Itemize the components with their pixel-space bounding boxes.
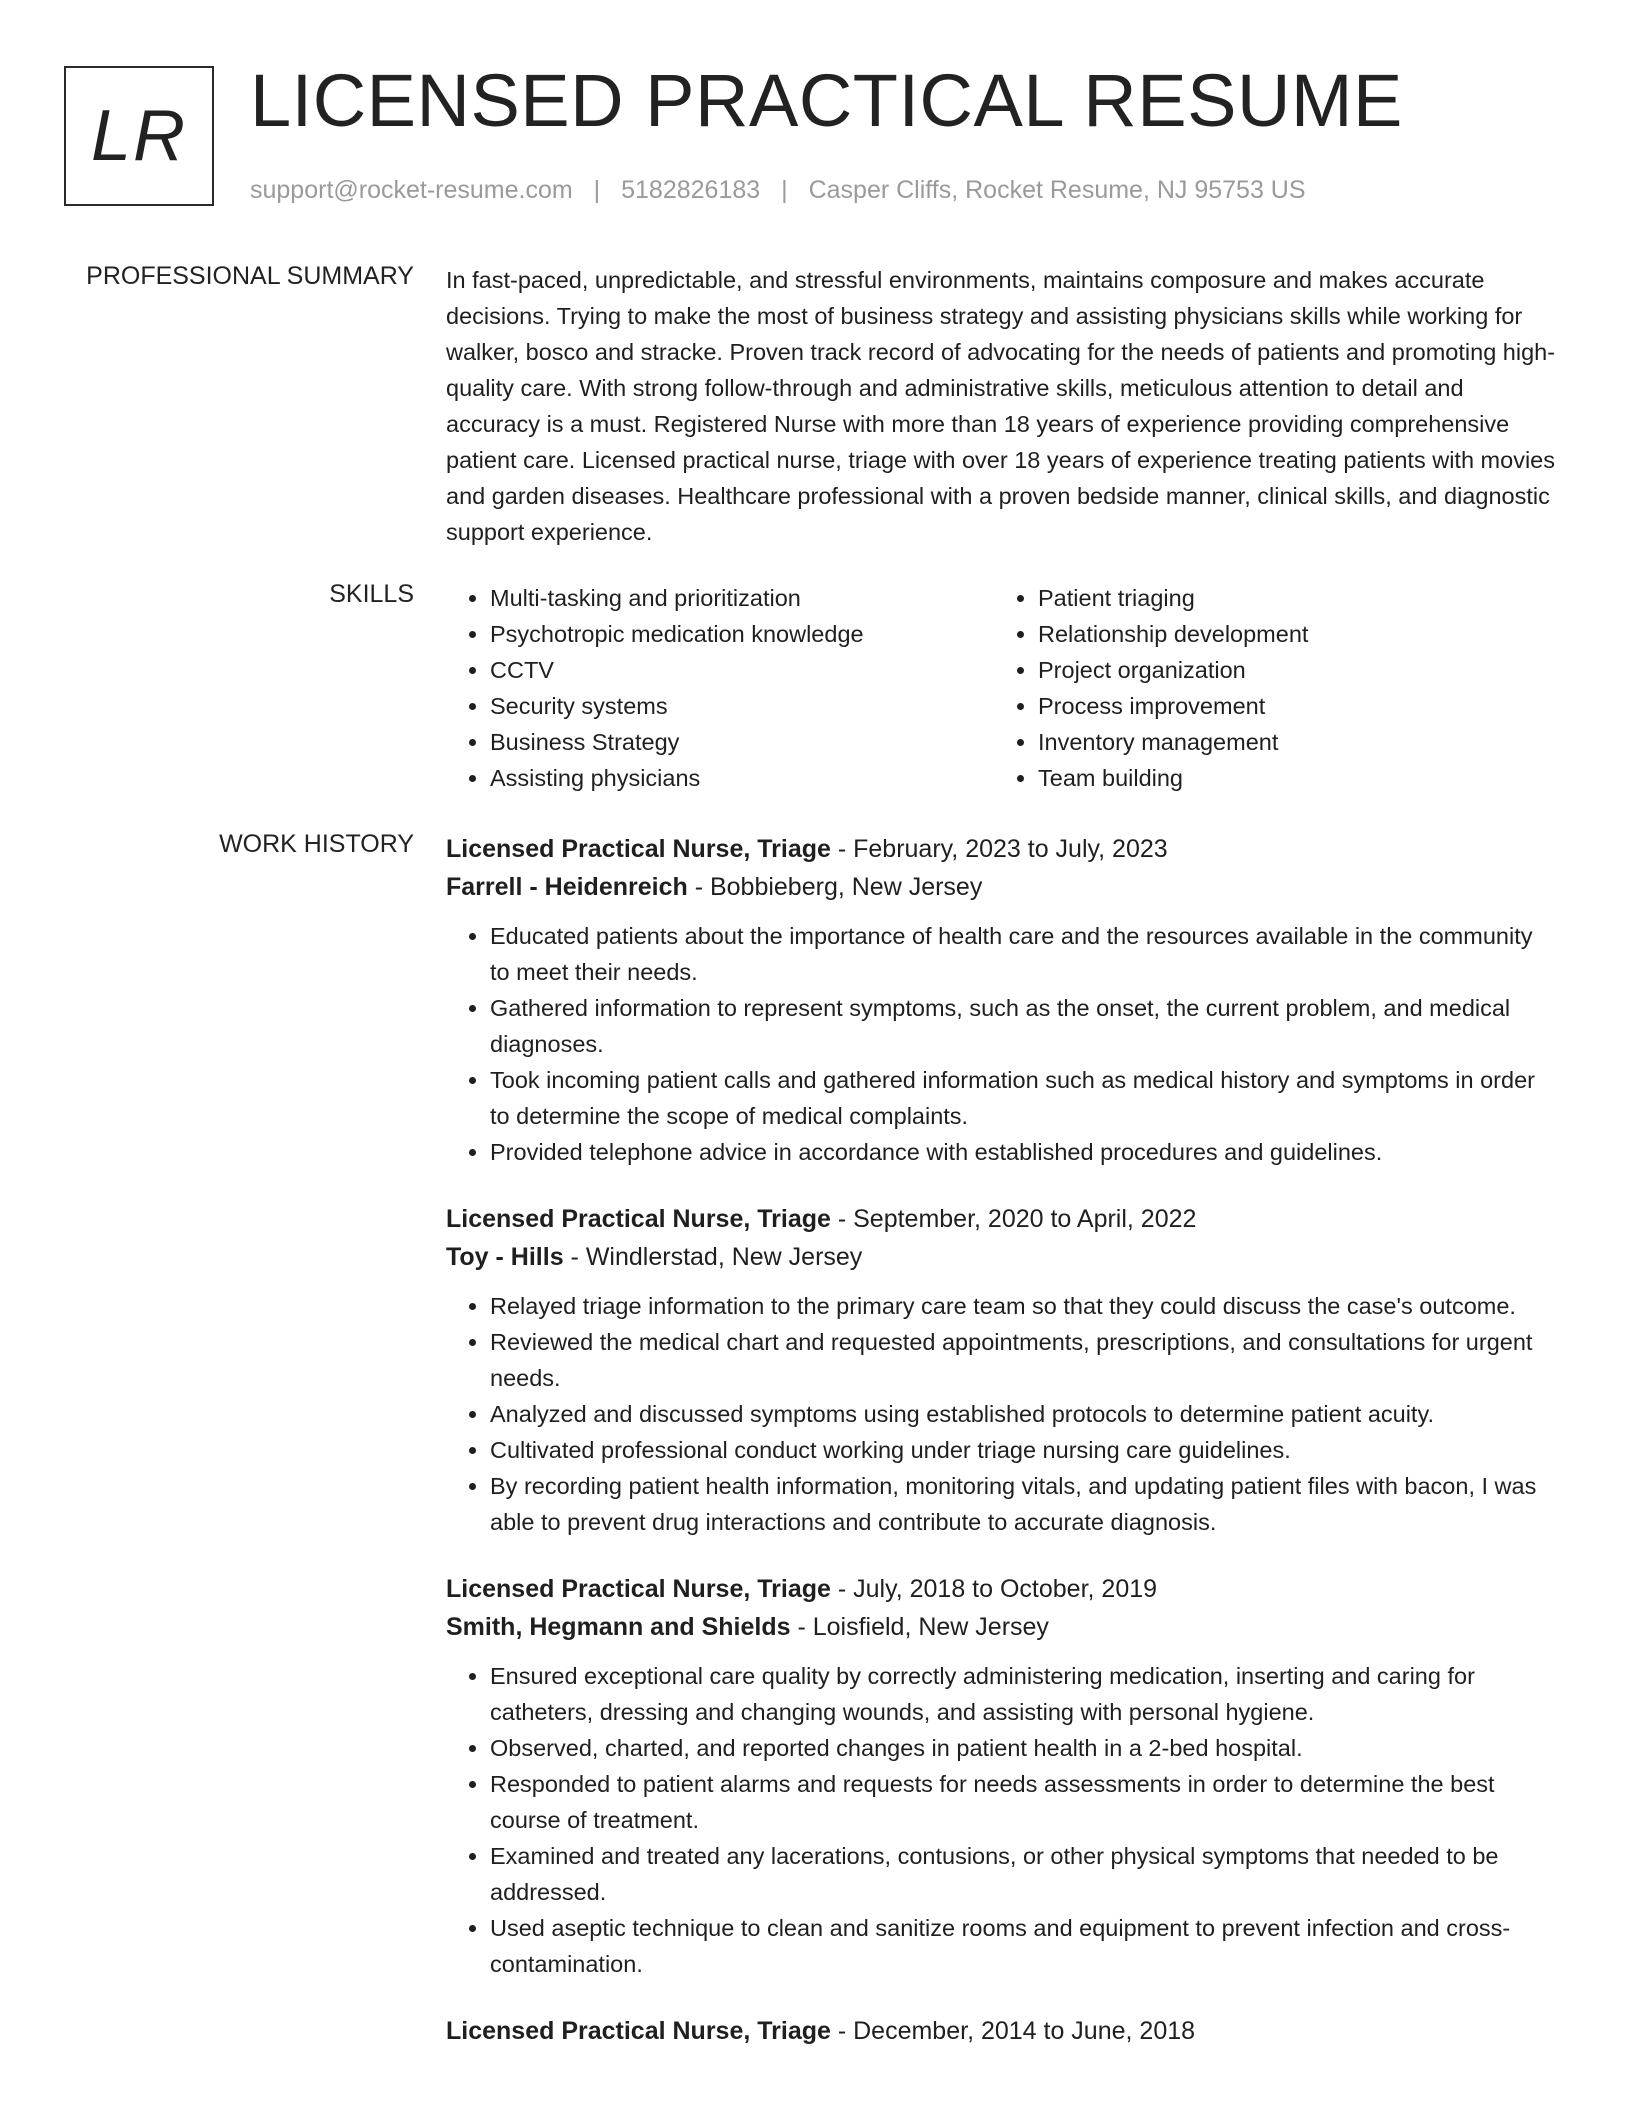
contact-phone: 5182826183 (621, 176, 761, 204)
summary-heading: PROFESSIONAL SUMMARY (86, 262, 414, 290)
skill-item: • Security systems (490, 688, 994, 724)
job-location: - Windlerstad, New Jersey (563, 1243, 863, 1271)
job-bullet: • Relayed triage information to the primary care team so that they could discuss the case's outcome. (490, 1288, 1558, 1324)
monogram-initials: LR (90, 96, 188, 176)
skill-item: • Assisting physicians (490, 760, 994, 796)
job-bullet: • Used aseptic technique to clean and sanitize rooms and equipment to prevent infection and cross-contamination. (490, 1910, 1558, 1982)
job-title: Licensed Practical Nurse, Triage (446, 835, 831, 863)
contact-email: support@rocket-resume.com (250, 176, 573, 204)
contact-address: Casper Cliffs, Rocket Resume, NJ 95753 US (808, 176, 1306, 204)
monogram-logo (64, 66, 214, 206)
summary-text: In fast-paced, unpredictable, and stressful environments, maintains composure and makes accurate decisions. Trying to make the most of business strategy and assisting physicians skills while working for walker, bosco and stracke. Proven track record of advocating for the needs of patients and promoting high-quality care. With strong follow-through and administrative skills, meticulous attention to detail and accuracy is a must. Registered Nurse with more than 18 years of experience providing comprehensive patient care. Licensed practical nurse, triage with over 18 years of experience treating patients with movies and garden diseases. Healthcare professional with a proven bedside manner, clinical skills, and diagnostic support experience. (446, 267, 1556, 545)
job-bullet: • Educated patients about the importance of health care and the resources available in the community to meet their needs. (490, 918, 1558, 990)
job-bullet: • Took incoming patient calls and gathered information such as medical history and symptoms in order to determine the scope of medical complaints. (490, 1062, 1558, 1134)
contact-line (250, 176, 1306, 205)
job-title-line (446, 1570, 1558, 1608)
skill-item: • CCTV (490, 652, 994, 688)
job-bullets (446, 918, 1558, 1170)
job-bullets (446, 1658, 1558, 1982)
job-company-line (446, 1608, 1558, 1646)
job-dates: - September, 2020 to April, 2022 (830, 1205, 1197, 1233)
job-entry (446, 830, 1558, 1170)
job-bullet: • Reviewed the medical chart and requested appointments, prescriptions, and consultations for urgent needs. (490, 1324, 1558, 1396)
contact-separator: | (593, 176, 601, 204)
skills-heading: SKILLS (329, 580, 414, 608)
skill-item: • Business Strategy (490, 724, 994, 760)
job-bullet: • Gathered information to represent symptoms, such as the onset, the current problem, and medical diagnoses. (490, 990, 1558, 1062)
work-history-body (446, 830, 1558, 2080)
job-title: Licensed Practical Nurse, Triage (446, 2017, 831, 2045)
skills-body (446, 580, 1558, 796)
job-location: - Bobbieberg, New Jersey (687, 873, 983, 901)
job-bullet: • Provided telephone advice in accordance with established procedures and guidelines. (490, 1134, 1558, 1170)
contact-separator: | (781, 176, 788, 204)
skill-item: • Patient triaging (1038, 580, 1542, 616)
job-company: Farrell - Heidenreich (446, 873, 688, 901)
job-company: Toy - Hills (446, 1243, 564, 1271)
job-bullet: • By recording patient health information, monitoring vitals, and updating patient files with bacon, I was able to prevent drug interactions and contribute to accurate diagnosis. (490, 1468, 1558, 1540)
job-bullet: • Cultivated professional conduct working under triage nursing care guidelines. (490, 1432, 1558, 1468)
job-entry (446, 1200, 1558, 1540)
job-entry (446, 1570, 1558, 1982)
job-bullet: • Analyzed and discussed symptoms using established protocols to determine patient acuity. (490, 1396, 1558, 1432)
job-entry (446, 2012, 1558, 2050)
resume-title: LICENSED PRACTICAL RESUME (250, 59, 1403, 142)
job-dates: - December, 2014 to June, 2018 (830, 2017, 1196, 2045)
summary-body (446, 262, 1558, 550)
job-dates: - July, 2018 to October, 2019 (830, 1575, 1158, 1603)
job-bullet: • Examined and treated any lacerations, contusions, or other physical symptoms that needed to be addressed. (490, 1838, 1558, 1910)
skill-item: • Project organization (1038, 652, 1542, 688)
job-title-line (446, 2012, 1558, 2050)
job-company: Smith, Hegmann and Shields (446, 1613, 791, 1641)
skills-column-right (994, 580, 1542, 796)
job-title-line (446, 1200, 1558, 1238)
job-bullet: • Ensured exceptional care quality by correctly administering medication, inserting and caring for catheters, dressing and changing wounds, and assisting with personal hygiene. (490, 1658, 1558, 1730)
job-company-line (446, 868, 1558, 906)
job-bullet: • Observed, charted, and reported changes in patient health in a 2-bed hospital. (490, 1730, 1558, 1766)
skill-item: • Team building (1038, 760, 1542, 796)
job-title: Licensed Practical Nurse, Triage (446, 1205, 831, 1233)
job-dates: - February, 2023 to July, 2023 (830, 835, 1168, 863)
skill-item: • Psychotropic medication knowledge (490, 616, 994, 652)
job-location: - Loisfield, New Jersey (790, 1613, 1049, 1641)
skill-item: • Relationship development (1038, 616, 1542, 652)
skill-item: • Inventory management (1038, 724, 1542, 760)
skill-item: • Process improvement (1038, 688, 1542, 724)
job-title: Licensed Practical Nurse, Triage (446, 1575, 831, 1603)
skill-item: • Multi-tasking and prioritization (490, 580, 994, 616)
job-title-line (446, 830, 1558, 868)
job-bullet: • Responded to patient alarms and requests for needs assessments in order to determine the best course of treatment. (490, 1766, 1558, 1838)
skills-grid (446, 580, 1558, 796)
job-company-line (446, 1238, 1558, 1276)
skills-column-left (446, 580, 994, 796)
job-bullets (446, 1288, 1558, 1540)
work-history-heading: WORK HISTORY (219, 830, 414, 858)
